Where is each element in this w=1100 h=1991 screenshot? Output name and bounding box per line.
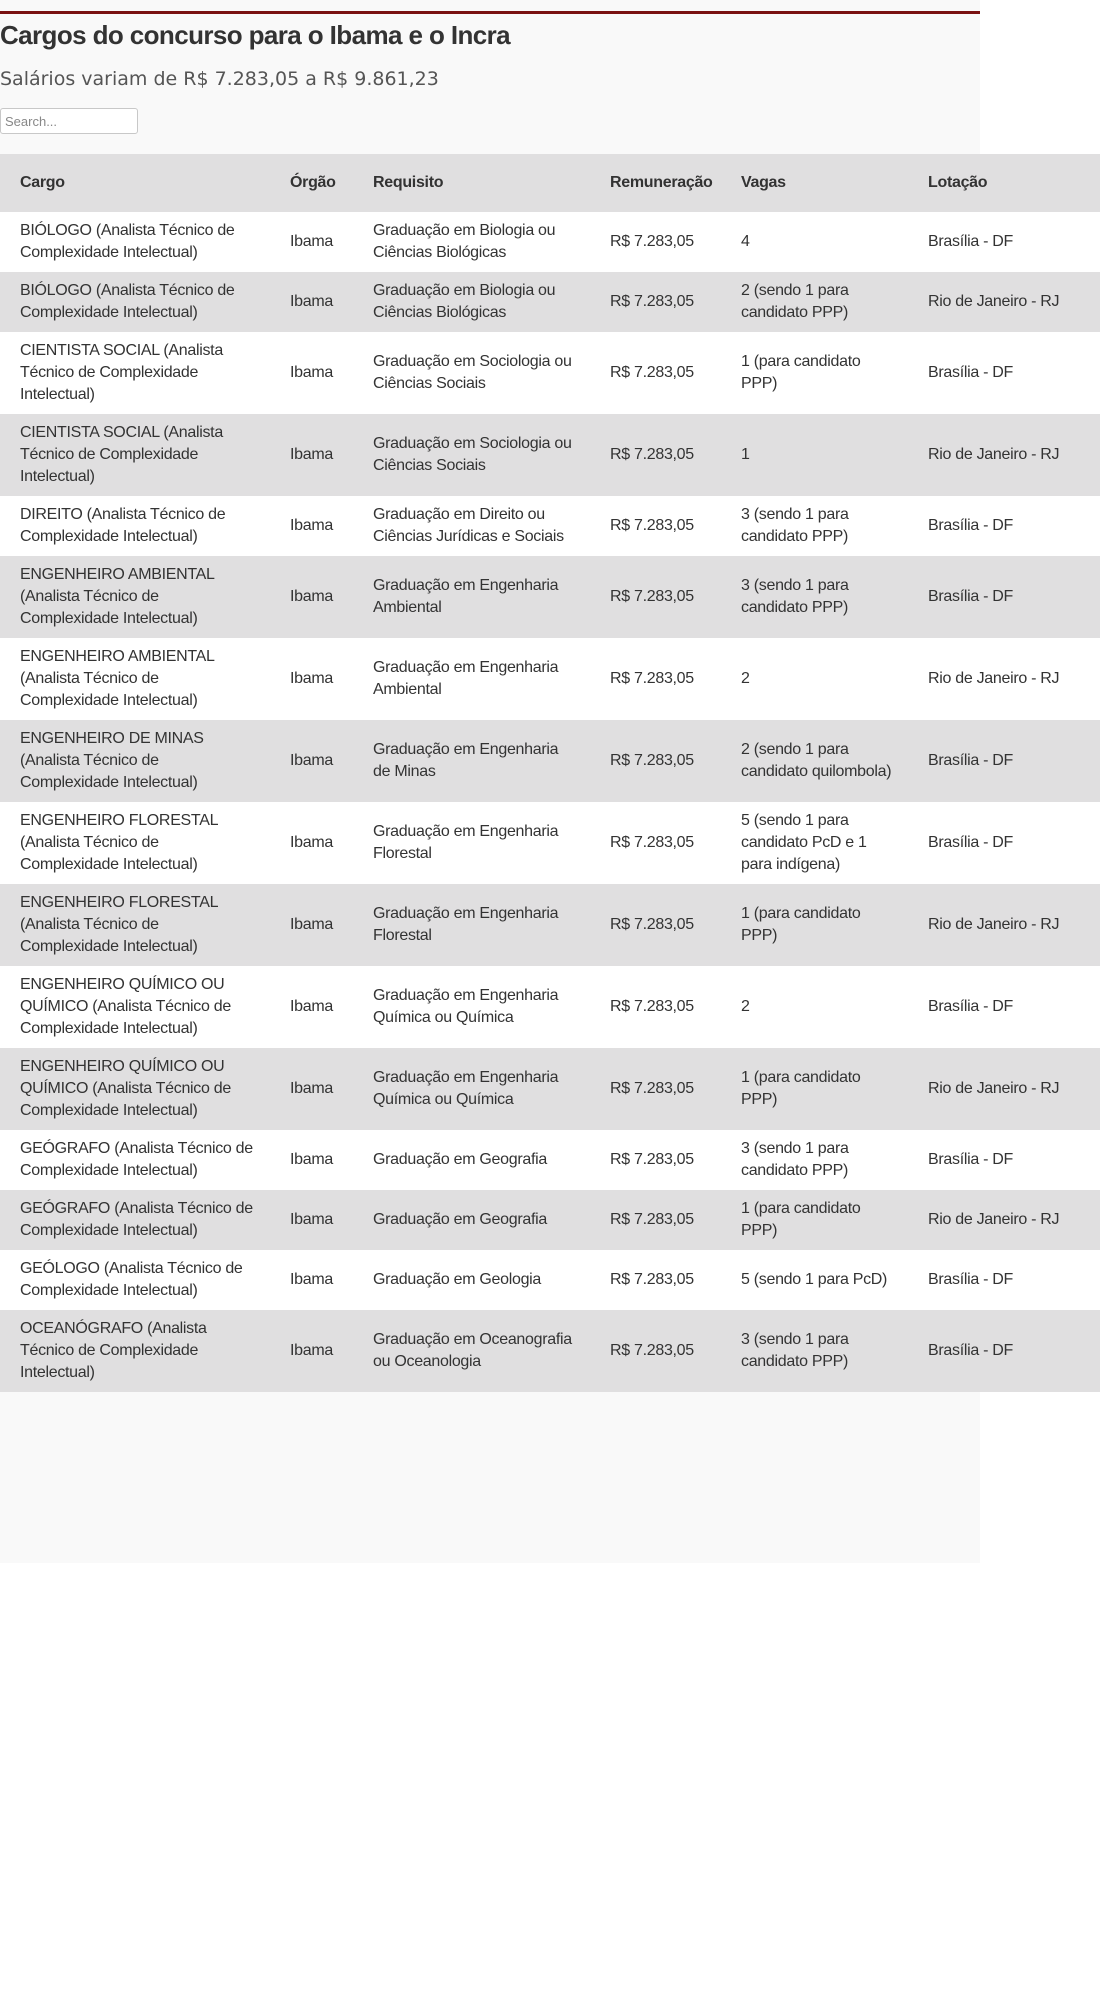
cell-requisito: Graduação em Biologia ou Ciências Biológicas — [353, 272, 590, 332]
cell-cargo: CIENTISTA SOCIAL (Analista Técnico de Complexidade Intelectual) — [0, 332, 270, 414]
cell-requisito: Graduação em Engenharia Ambiental — [353, 556, 590, 638]
cell-requisito: Graduação em Engenharia Química ou Química — [353, 966, 590, 1048]
table-row — [0, 638, 1100, 720]
cell-vagas: 2 (sendo 1 para candidato quilombola) — [721, 720, 908, 802]
cell-vagas: 1 (para candidato PPP) — [721, 1048, 908, 1130]
cell-requisito: Graduação em Geografia — [353, 1130, 590, 1190]
column-header-lotacao[interactable]: Lotação — [908, 154, 1100, 212]
cell-remuneracao: R$ 7.283,05 — [590, 1310, 721, 1392]
cell-remuneracao: R$ 7.283,05 — [590, 884, 721, 966]
cell-cargo: GEÓGRAFO (Analista Técnico de Complexidade Intelectual) — [0, 1130, 270, 1190]
cell-requisito: Graduação em Engenharia Florestal — [353, 802, 590, 884]
cell-lotacao: Brasília - DF — [908, 212, 1100, 272]
search-input[interactable] — [0, 108, 138, 134]
column-header-remuneracao[interactable]: Remuneração — [590, 154, 721, 212]
cell-remuneracao: R$ 7.283,05 — [590, 966, 721, 1048]
cell-orgao: Ibama — [270, 1048, 353, 1130]
column-header-requisito[interactable]: Requisito — [353, 154, 590, 212]
cell-requisito: Graduação em Engenharia de Minas — [353, 720, 590, 802]
cell-vagas: 3 (sendo 1 para candidato PPP) — [721, 496, 908, 556]
cell-remuneracao: R$ 7.283,05 — [590, 496, 721, 556]
cell-vagas: 1 (para candidato PPP) — [721, 332, 908, 414]
table-row — [0, 802, 1100, 884]
column-header-cargo[interactable]: Cargo — [0, 154, 270, 212]
cell-remuneracao: R$ 7.283,05 — [590, 1048, 721, 1130]
cell-cargo: GEÓLOGO (Analista Técnico de Complexidade Intelectual) — [0, 1250, 270, 1310]
cell-requisito: Graduação em Engenharia Florestal — [353, 884, 590, 966]
cell-remuneracao: R$ 7.283,05 — [590, 414, 721, 496]
cell-remuneracao: R$ 7.283,05 — [590, 720, 721, 802]
table-row — [0, 1250, 1100, 1310]
column-header-vagas[interactable]: Vagas — [721, 154, 908, 212]
table-row — [0, 556, 1100, 638]
cell-requisito: Graduação em Biologia ou Ciências Biológicas — [353, 212, 590, 272]
table-row — [0, 272, 1100, 332]
cell-remuneracao: R$ 7.283,05 — [590, 1190, 721, 1250]
cell-orgao: Ibama — [270, 332, 353, 414]
cell-orgao: Ibama — [270, 212, 353, 272]
cell-lotacao: Brasília - DF — [908, 802, 1100, 884]
cell-lotacao: Rio de Janeiro - RJ — [908, 272, 1100, 332]
cargos-table — [0, 154, 1100, 1392]
page-title: Cargos do concurso para o Ibama e o Incra — [0, 20, 510, 50]
table-row — [0, 414, 1100, 496]
table-row — [0, 1190, 1100, 1250]
top-border — [0, 11, 980, 14]
cell-vagas: 1 — [721, 414, 908, 496]
table-header-row — [0, 154, 1100, 212]
cell-orgao: Ibama — [270, 272, 353, 332]
cell-vagas: 3 (sendo 1 para candidato PPP) — [721, 1310, 908, 1392]
table-row — [0, 1310, 1100, 1392]
cell-orgao: Ibama — [270, 966, 353, 1048]
cell-vagas: 2 — [721, 638, 908, 720]
cell-requisito: Graduação em Sociologia ou Ciências Sociais — [353, 332, 590, 414]
table-row — [0, 966, 1100, 1048]
table-row — [0, 884, 1100, 966]
cell-vagas: 2 (sendo 1 para candidato PPP) — [721, 272, 908, 332]
cell-lotacao: Brasília - DF — [908, 496, 1100, 556]
cell-vagas: 4 — [721, 212, 908, 272]
table-row — [0, 720, 1100, 802]
cell-vagas: 3 (sendo 1 para candidato PPP) — [721, 1130, 908, 1190]
cell-requisito: Graduação em Oceanografia ou Oceanologia — [353, 1310, 590, 1392]
cell-lotacao: Brasília - DF — [908, 1250, 1100, 1310]
cell-remuneracao: R$ 7.283,05 — [590, 212, 721, 272]
cell-remuneracao: R$ 7.283,05 — [590, 556, 721, 638]
cell-orgao: Ibama — [270, 496, 353, 556]
cell-orgao: Ibama — [270, 1190, 353, 1250]
cell-cargo: BIÓLOGO (Analista Técnico de Complexidade Intelectual) — [0, 212, 270, 272]
cell-remuneracao: R$ 7.283,05 — [590, 638, 721, 720]
cell-orgao: Ibama — [270, 414, 353, 496]
cell-remuneracao: R$ 7.283,05 — [590, 272, 721, 332]
cell-orgao: Ibama — [270, 1310, 353, 1392]
cell-remuneracao: R$ 7.283,05 — [590, 1130, 721, 1190]
cell-cargo: ENGENHEIRO AMBIENTAL (Analista Técnico de Complexidade Intelectual) — [0, 556, 270, 638]
cell-requisito: Graduação em Geologia — [353, 1250, 590, 1310]
cell-orgao: Ibama — [270, 1250, 353, 1310]
table-row — [0, 1048, 1100, 1130]
cell-cargo: ENGENHEIRO QUÍMICO OU QUÍMICO (Analista Técnico de Complexidade Intelectual) — [0, 1048, 270, 1130]
cell-vagas: 3 (sendo 1 para candidato PPP) — [721, 556, 908, 638]
cell-lotacao: Rio de Janeiro - RJ — [908, 414, 1100, 496]
cell-orgao: Ibama — [270, 638, 353, 720]
cell-requisito: Graduação em Engenharia Ambiental — [353, 638, 590, 720]
table-row — [0, 212, 1100, 272]
cell-requisito: Graduação em Sociologia ou Ciências Sociais — [353, 414, 590, 496]
cell-vagas: 2 — [721, 966, 908, 1048]
cell-vagas: 5 (sendo 1 para PcD) — [721, 1250, 908, 1310]
cell-cargo: ENGENHEIRO AMBIENTAL (Analista Técnico de Complexidade Intelectual) — [0, 638, 270, 720]
table-row — [0, 332, 1100, 414]
cell-vagas: 5 (sendo 1 para candidato PcD e 1 para indígena) — [721, 802, 908, 884]
page-subtitle: Salários variam de R$ 7.283,05 a R$ 9.861,23 — [0, 68, 439, 90]
cell-lotacao: Rio de Janeiro - RJ — [908, 638, 1100, 720]
cell-remuneracao: R$ 7.283,05 — [590, 1250, 721, 1310]
cell-orgao: Ibama — [270, 884, 353, 966]
cell-cargo: CIENTISTA SOCIAL (Analista Técnico de Complexidade Intelectual) — [0, 414, 270, 496]
cell-orgao: Ibama — [270, 1130, 353, 1190]
cell-cargo: DIREITO (Analista Técnico de Complexidade Intelectual) — [0, 496, 270, 556]
cell-lotacao: Brasília - DF — [908, 720, 1100, 802]
cell-lotacao: Brasília - DF — [908, 1130, 1100, 1190]
cell-remuneracao: R$ 7.283,05 — [590, 802, 721, 884]
cell-cargo: BIÓLOGO (Analista Técnico de Complexidade Intelectual) — [0, 272, 270, 332]
cell-orgao: Ibama — [270, 556, 353, 638]
cell-cargo: OCEANÓGRAFO (Analista Técnico de Complexidade Intelectual) — [0, 1310, 270, 1392]
cell-cargo: GEÓGRAFO (Analista Técnico de Complexidade Intelectual) — [0, 1190, 270, 1250]
cell-cargo: ENGENHEIRO DE MINAS (Analista Técnico de Complexidade Intelectual) — [0, 720, 270, 802]
column-header-orgao[interactable]: Órgão — [270, 154, 353, 212]
cell-lotacao: Rio de Janeiro - RJ — [908, 1048, 1100, 1130]
table-row — [0, 1130, 1100, 1190]
cell-lotacao: Brasília - DF — [908, 332, 1100, 414]
cell-requisito: Graduação em Engenharia Química ou Química — [353, 1048, 590, 1130]
cell-remuneracao: R$ 7.283,05 — [590, 332, 721, 414]
cell-orgao: Ibama — [270, 720, 353, 802]
cell-lotacao: Brasília - DF — [908, 966, 1100, 1048]
cell-cargo: ENGENHEIRO FLORESTAL (Analista Técnico de Complexidade Intelectual) — [0, 802, 270, 884]
cell-vagas: 1 (para candidato PPP) — [721, 1190, 908, 1250]
table-row — [0, 496, 1100, 556]
cell-lotacao: Rio de Janeiro - RJ — [908, 884, 1100, 966]
cell-cargo: ENGENHEIRO FLORESTAL (Analista Técnico de Complexidade Intelectual) — [0, 884, 270, 966]
cell-vagas: 1 (para candidato PPP) — [721, 884, 908, 966]
cell-cargo: ENGENHEIRO QUÍMICO OU QUÍMICO (Analista Técnico de Complexidade Intelectual) — [0, 966, 270, 1048]
cell-requisito: Graduação em Geografia — [353, 1190, 590, 1250]
cell-orgao: Ibama — [270, 802, 353, 884]
cell-lotacao: Brasília - DF — [908, 1310, 1100, 1392]
cell-lotacao: Brasília - DF — [908, 556, 1100, 638]
cell-requisito: Graduação em Direito ou Ciências Jurídicas e Sociais — [353, 496, 590, 556]
cell-lotacao: Rio de Janeiro - RJ — [908, 1190, 1100, 1250]
